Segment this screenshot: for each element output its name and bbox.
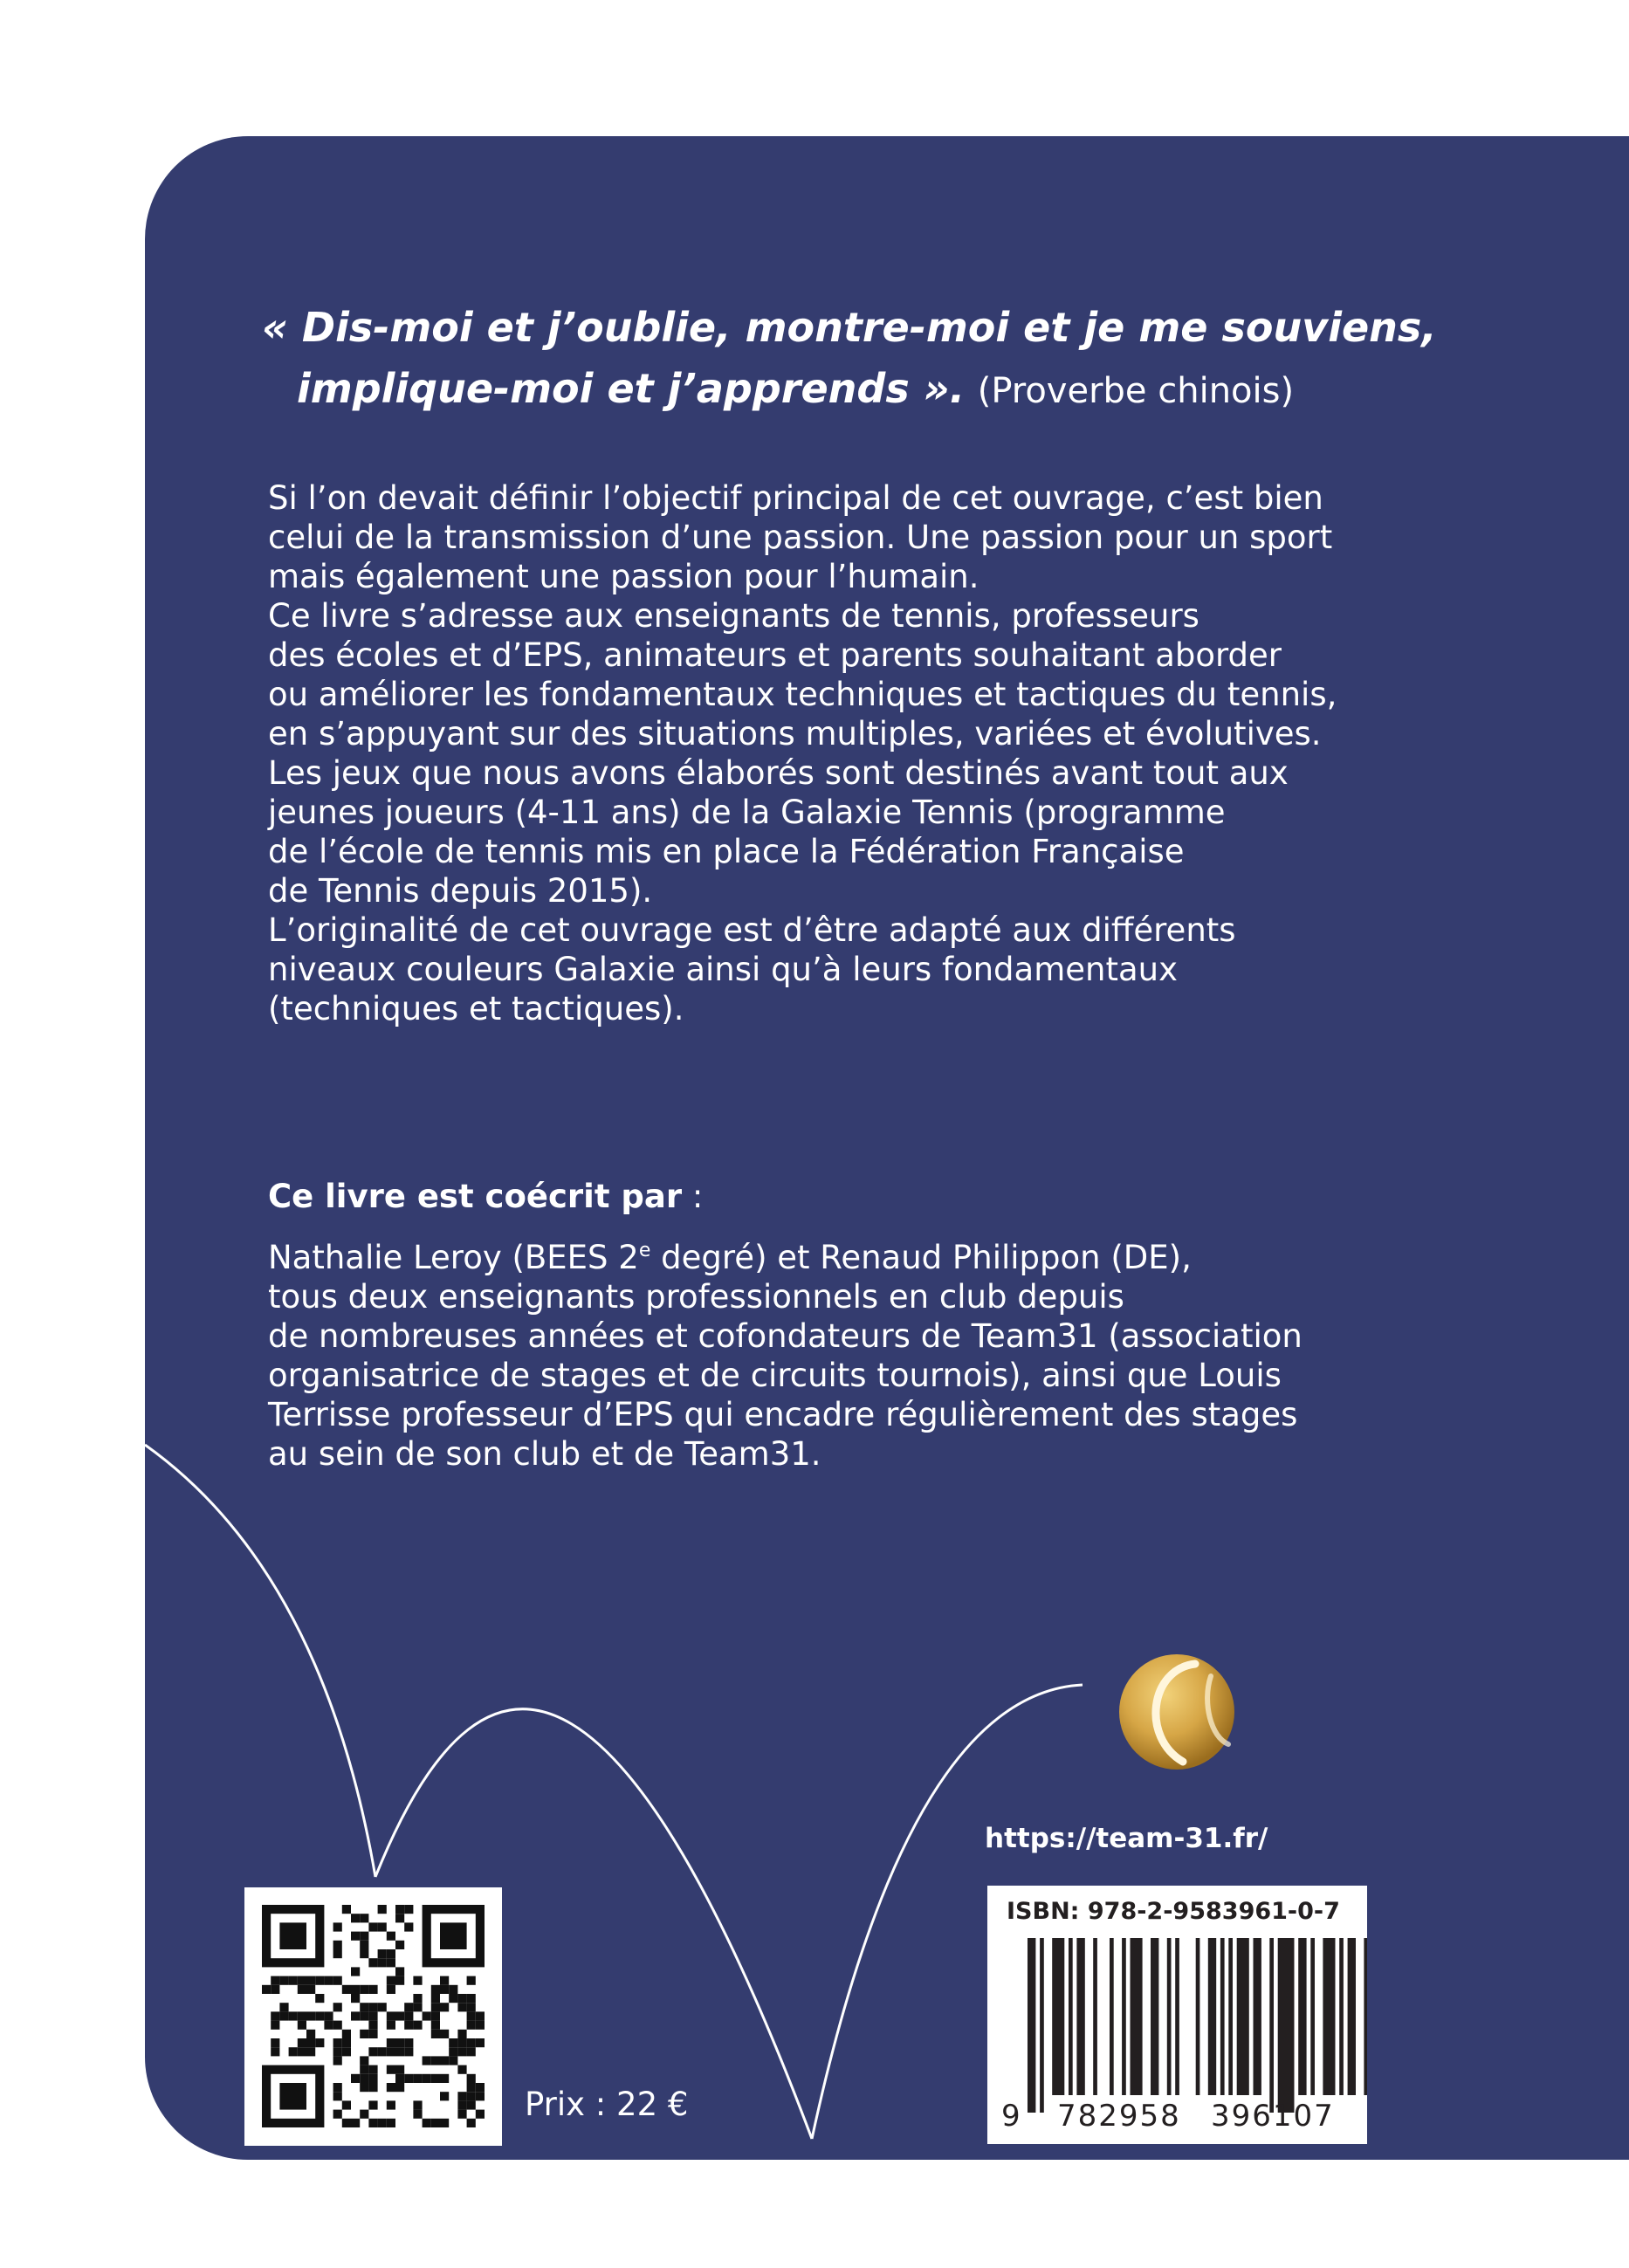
cover-panel	[145, 136, 1629, 2160]
barcode-digit-first: 9	[1001, 2099, 1022, 2134]
quote	[262, 297, 1484, 422]
barcode-digits-left: 782958	[1057, 2099, 1181, 2134]
authors-text	[268, 1231, 1403, 1474]
website-link[interactable]: https://team-31.fr/	[985, 1823, 1268, 1854]
quote-source: (Proverbe chinois)	[977, 371, 1295, 411]
quote-line-2: implique-moi et j’apprends ».	[297, 365, 966, 412]
description-line: Ce livre s’adresse aux enseignants de tennis, professeurs	[268, 597, 1199, 635]
description-line: mais également une passion pour l’humain.	[268, 558, 979, 595]
description-line: jeunes joueurs (4-11 ans) de la Galaxie Tennis (programme	[268, 794, 1226, 831]
description-line: de l’école de tennis mis en place la Fédération Française	[268, 833, 1185, 870]
description-line: des écoles et d’EPS, animateurs et parents souhaitant aborder	[268, 636, 1282, 674]
authors-line: Nathalie Leroy (BEES 2e degré) et Renaud Philippon (DE),	[268, 1239, 1192, 1276]
authors-line: Terrisse professeur d’EPS qui encadre régulièrement des stages	[268, 1396, 1298, 1433]
qr-code-icon[interactable]	[244, 1887, 502, 2146]
isbn-label: ISBN: 978-2-9583961-0-7	[1007, 1898, 1340, 1925]
quote-line-1: « Dis-moi et j’oublie, montre-moi et je me souviens,	[262, 304, 1437, 351]
description-line: ou améliorer les fondamentaux techniques et tactiques du tennis,	[268, 676, 1337, 713]
description-line: celui de la transmission d’une passion. Une passion pour un sport	[268, 519, 1333, 556]
book-description	[268, 478, 1403, 1028]
description-line: de Tennis depuis 2015).	[268, 872, 653, 910]
tennis-ball-logo-icon	[1115, 1650, 1239, 1774]
barcode-icon	[987, 1886, 1367, 2144]
description-line: en s’appuyant sur des situations multiples, variées et évolutives.	[268, 715, 1322, 753]
description-line: (techniques et tactiques).	[268, 990, 684, 1027]
description-line: Si l’on devait définir l’objectif principal de cet ouvrage, c’est bien	[268, 479, 1323, 517]
authors-line: au sein de son club et de Team31.	[268, 1435, 821, 1473]
authors-line: de nombreuses années et cofondateurs de Team31 (association	[268, 1317, 1303, 1355]
authors-line: tous deux enseignants professionnels en club depuis	[268, 1278, 1124, 1316]
description-line: L’originalité de cet ouvrage est d’être adapté aux différents	[268, 911, 1236, 949]
description-line: Les jeux que nous avons élaborés sont destinés avant tout aux	[268, 754, 1289, 792]
authors-heading: Ce livre est coécrit par :	[268, 1178, 704, 1215]
authors-line: organisatrice de stages et de circuits tournois), ainsi que Louis	[268, 1357, 1282, 1394]
barcode-digits-right: 396107	[1211, 2099, 1335, 2134]
description-line: niveaux couleurs Galaxie ainsi qu’à leurs fondamentaux	[268, 951, 1178, 988]
price-label: Prix : 22 €	[525, 2086, 689, 2123]
